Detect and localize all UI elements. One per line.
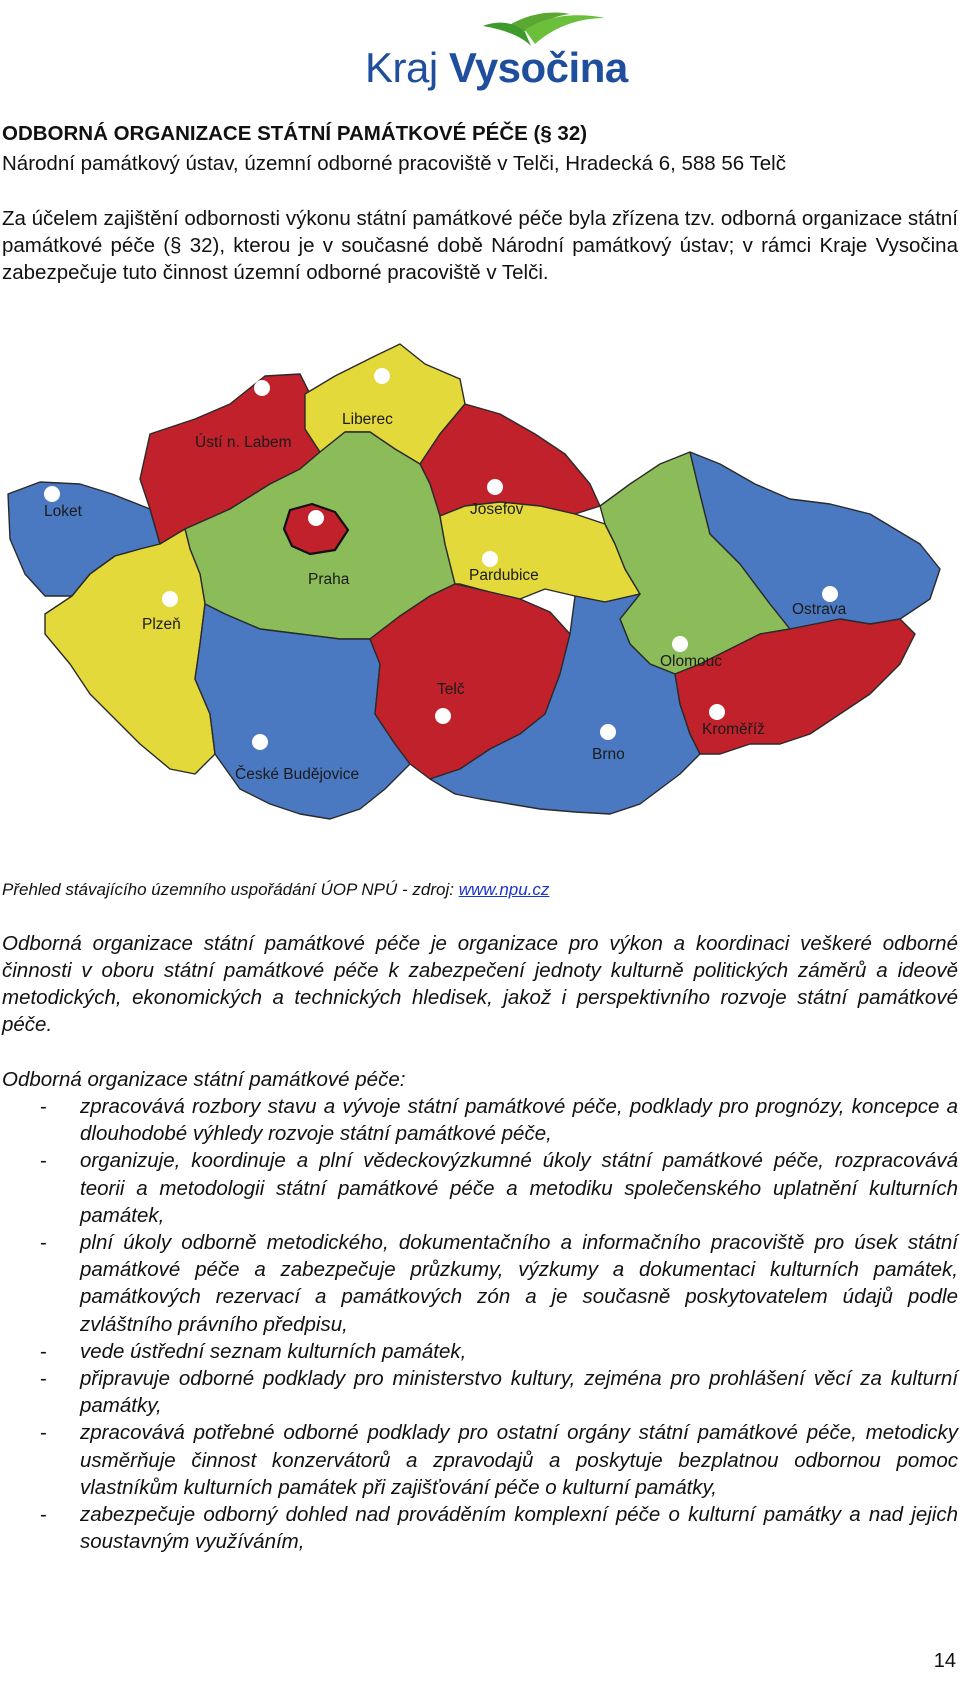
region-map	[0, 334, 960, 879]
label-telc: Telč	[437, 681, 465, 698]
intro-paragraph: Za účelem zajištění odbornosti výkonu státní památkové péče byla zřízena tzv. odborná organizace státní památkové péče (§ 32), kterou je v současné době Národní památkový ústav; v rámci Kraje Vysočina zabezpečuje tuto činnost územní odborné pracoviště v Telči.	[2, 207, 958, 284]
address-line: Národní památkový ústav, územní odborné pracoviště v Telči, Hradecká 6, 588 56 Telč	[2, 152, 786, 175]
section-heading: ODBORNÁ ORGANIZACE STÁTNÍ PAMÁTKOVÉ PÉČE (§ 32)	[2, 122, 588, 145]
npu-link[interactable]: www.npu.cz	[458, 880, 550, 899]
label-brno: Brno	[592, 746, 625, 763]
label-josefov: Josefov	[470, 501, 524, 518]
list-item: - vede ústřední seznam kulturních památek,	[40, 1339, 467, 1363]
map-caption	[2, 880, 549, 900]
label-ostrava: Ostrava	[792, 601, 847, 618]
label-pardubice: Pardubice	[469, 567, 539, 584]
duties-list	[2, 1093, 958, 1555]
label-usti: Ústí n. Labem	[195, 434, 292, 451]
label-praha: Praha	[308, 571, 350, 588]
label-plzen: Plzeň	[142, 616, 181, 633]
logo-text: Kraj Vysočina	[365, 44, 628, 91]
list-item: - zabezpečuje odborný dohled nad prováděním komplexní péče o kulturní památky a nad jejich soustavným využíváním,	[40, 1503, 958, 1554]
list-item: - zpracovává rozbory stavu a vývoje státní památkové péče, podklady pro prognózy, koncepce a dlouhodobé výhledy rozvoje státní památkové péče,	[40, 1095, 958, 1146]
body-paragraph: Odborná organizace státní památkové péče je organizace pro výkon a koordinaci veškeré odborné činnosti v oboru státní památkové péče k zabezpečení jednoty kulturně politických záměrů a ideově metodických, ekonomických a technických hledisek, jakož i perspektivního rozvoje státní památkové péče.	[2, 932, 958, 1036]
label-budejovice: České Budějovice	[235, 766, 360, 783]
list-intro: Odborná organizace státní památkové péče:	[2, 1068, 406, 1091]
list-item: - připravuje odborné podklady pro ministerstvo kultury, zejména pro prohlášení věcí za kulturní památky,	[40, 1367, 958, 1418]
label-loket: Loket	[44, 503, 82, 520]
kraj-vysocina-logo	[365, 6, 628, 96]
label-kromeriz: Kroměříž	[702, 721, 765, 738]
list-item: - organizuje, koordinuje a plní vědeckovýzkumné úkoly státní památkové péče, rozpracovává teorii a metodologii státní památkové péče a metodiku společenského uplatnění kulturních památek,	[40, 1149, 958, 1227]
list-item: - plní úkoly odborně metodického, dokumentačního a informačního pracoviště pro úsek státní památkové péče a zabezpečuje průzkumy, výzkumy a dokumentaci kulturních památek, památkových rezervací a památkových zón a je současně poskytovatelem údajů podle zvláštního právního předpisu,	[40, 1231, 958, 1336]
list-item: - zpracovává potřebné odborné podklady pro ostatní orgány státní památkové péče, metodicky usměrňuje činnost konzervátorů a zpravodajů a poskytuje bezplatnou odbornou pomoc vlastníkům kulturních památek při zajišťování péče o kulturní památky,	[40, 1421, 958, 1499]
caption-text: Přehled stávajícího územního uspořádání ÚOP NPÚ - zdroj:	[2, 880, 459, 899]
page-number: 14	[933, 1650, 956, 1672]
label-olomouc: Olomouc	[660, 653, 723, 670]
label-liberec: Liberec	[342, 411, 393, 428]
